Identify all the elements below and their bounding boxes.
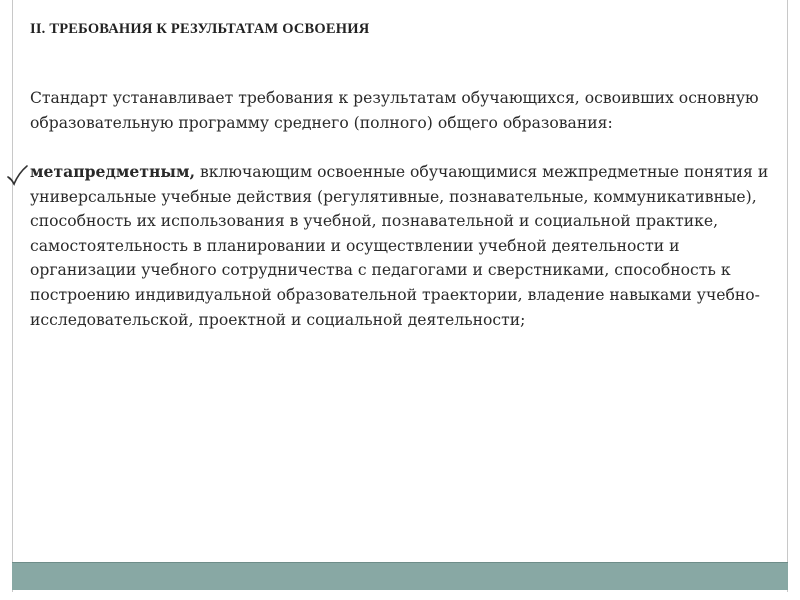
intro-paragraph: Стандарт устанавливает требования к результатам обучающихся, освоивших основную образовательную программу среднего (полного) общего образования: xyxy=(30,89,759,132)
footer-bar xyxy=(12,562,788,590)
bullet-item xyxy=(30,160,775,332)
checkmark-icon xyxy=(6,165,28,187)
bullet-term: метапредметным, xyxy=(30,162,196,181)
slide-title: II. ТРЕБОВАНИЯ К РЕЗУЛЬТАТАМ ОСВОЕНИЯ xyxy=(30,21,370,37)
bullet-text: включающим освоенные обучающимися межпредметные понятия и универсальные учебные действия (регулятивные, познавательные, коммуникативные), способность их использования в учебной, познавательной и социальной практике, самостоятельность в планировании и осуществлении учебной деятельности и организации учебного сотрудничества с педагогами и сверстниками, способность к построению индивидуальной образовательной траектории, владение навыками учебно-исследовательской, проектной и социальной деятельности; xyxy=(30,163,769,329)
